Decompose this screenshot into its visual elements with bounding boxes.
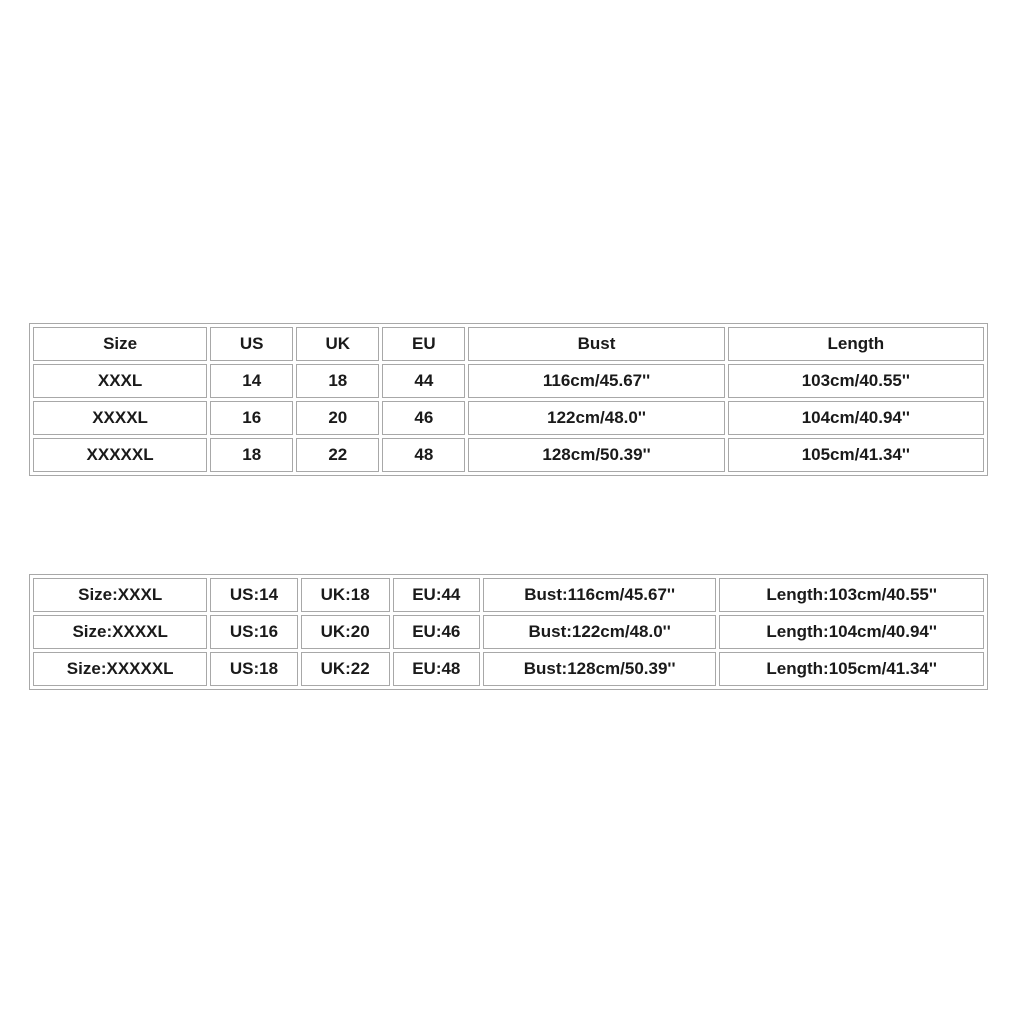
cell-bust: 116cm/45.67'' bbox=[468, 364, 724, 398]
cell-eu: 44 bbox=[382, 364, 465, 398]
cell-length: 103cm/40.55'' bbox=[728, 364, 984, 398]
cell-us: 16 bbox=[210, 401, 293, 435]
table-row bbox=[33, 578, 984, 612]
cell-bust: Bust:116cm/45.67'' bbox=[483, 578, 716, 612]
header-us: US bbox=[210, 327, 293, 361]
table-row bbox=[33, 652, 984, 686]
header-eu: EU bbox=[382, 327, 465, 361]
size-chart-table bbox=[29, 323, 988, 476]
header-length: Length bbox=[728, 327, 984, 361]
cell-eu: 48 bbox=[382, 438, 465, 472]
cell-bust: Bust:128cm/50.39'' bbox=[483, 652, 716, 686]
table-row bbox=[33, 615, 984, 649]
cell-bust: 128cm/50.39'' bbox=[468, 438, 724, 472]
cell-us: 14 bbox=[210, 364, 293, 398]
cell-size: Size:XXXL bbox=[33, 578, 207, 612]
cell-uk: 22 bbox=[296, 438, 379, 472]
cell-eu: 46 bbox=[382, 401, 465, 435]
cell-us: US:14 bbox=[210, 578, 297, 612]
cell-us: US:16 bbox=[210, 615, 297, 649]
cell-size: XXXXL bbox=[33, 401, 207, 435]
cell-bust: Bust:122cm/48.0'' bbox=[483, 615, 716, 649]
cell-size: XXXL bbox=[33, 364, 207, 398]
cell-eu: EU:44 bbox=[393, 578, 480, 612]
cell-length: 104cm/40.94'' bbox=[728, 401, 984, 435]
cell-us: 18 bbox=[210, 438, 293, 472]
cell-uk: 18 bbox=[296, 364, 379, 398]
cell-length: Length:104cm/40.94'' bbox=[719, 615, 984, 649]
header-uk: UK bbox=[296, 327, 379, 361]
cell-bust: 122cm/48.0'' bbox=[468, 401, 724, 435]
header-bust: Bust bbox=[468, 327, 724, 361]
cell-size: Size:XXXXXL bbox=[33, 652, 207, 686]
size-chart-labeled-table bbox=[29, 574, 988, 690]
cell-us: US:18 bbox=[210, 652, 297, 686]
header-size: Size bbox=[33, 327, 207, 361]
cell-uk: UK:20 bbox=[301, 615, 390, 649]
table-row bbox=[33, 364, 984, 398]
table-row bbox=[33, 401, 984, 435]
cell-length: 105cm/41.34'' bbox=[728, 438, 984, 472]
cell-length: Length:103cm/40.55'' bbox=[719, 578, 984, 612]
cell-uk: UK:18 bbox=[301, 578, 390, 612]
cell-eu: EU:48 bbox=[393, 652, 480, 686]
cell-eu: EU:46 bbox=[393, 615, 480, 649]
table-header-row bbox=[33, 327, 984, 361]
table-row bbox=[33, 438, 984, 472]
cell-length: Length:105cm/41.34'' bbox=[719, 652, 984, 686]
cell-uk: 20 bbox=[296, 401, 379, 435]
cell-uk: UK:22 bbox=[301, 652, 390, 686]
cell-size: Size:XXXXL bbox=[33, 615, 207, 649]
cell-size: XXXXXL bbox=[33, 438, 207, 472]
